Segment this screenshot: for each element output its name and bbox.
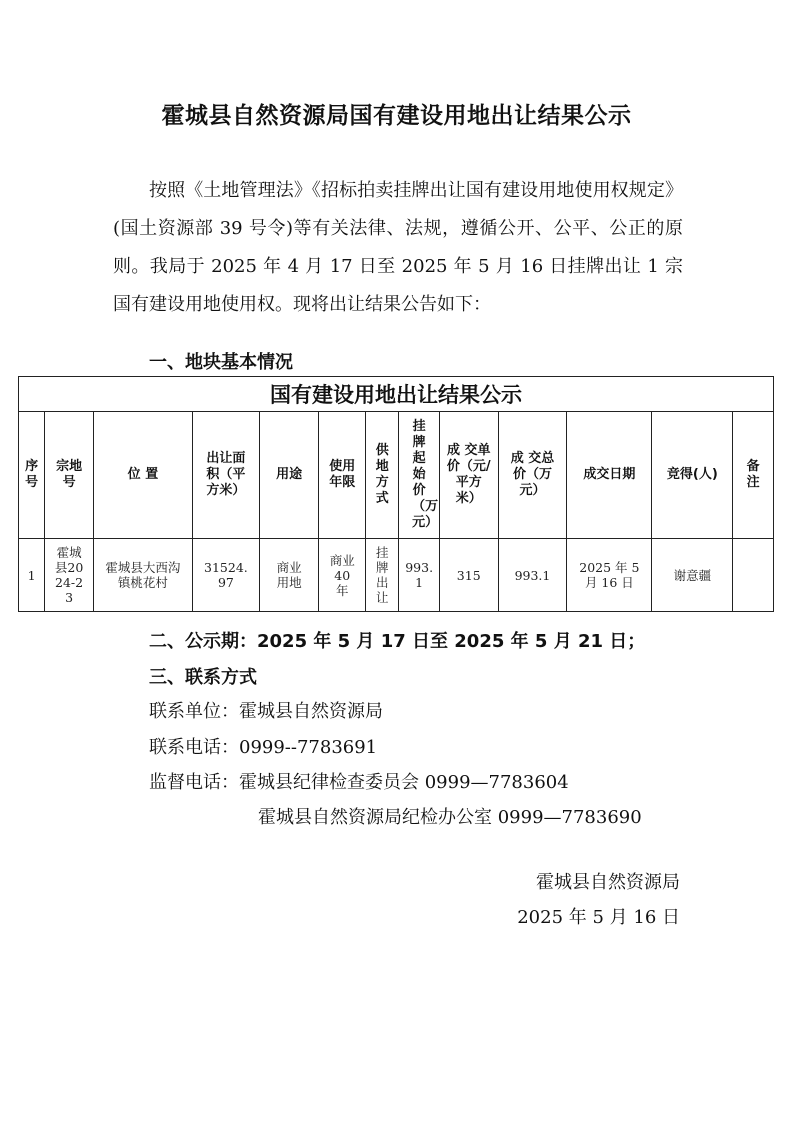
cell-area: 31524.97 — [193, 539, 260, 612]
contact-unit-line — [149, 697, 383, 723]
intro-text: 按照《土地管理法》《招标拍卖挂牌出让国有建设用地使用权规定》(国土资源部 39 号令)等有关法律、法规，遵循公开、公平、公正的原则。我局于 2025 年 4 月 17 日至 2025 年 5 月 16 日挂牌出让 1 宗国有建设用地使用权。现将出让结果公告如下： — [113, 180, 683, 315]
table-row — [19, 539, 774, 612]
cell-seq: 1 — [19, 539, 45, 612]
intro-paragraph — [113, 172, 683, 324]
contact-phone-line — [149, 733, 377, 759]
header-use: 用途 — [259, 412, 319, 539]
section-announcement-period: 二、公示期：2025 年 5 月 17 日至 2025 年 5 月 21 日； — [149, 631, 646, 652]
header-winner: 竞得(人) — [652, 412, 733, 539]
cell-use: 商业用地 — [259, 539, 319, 612]
cell-winner: 谢意疆 — [652, 539, 733, 612]
header-unit-price: 成 交单 价（元/平方米） — [439, 412, 498, 539]
contact-phone-label: 联系电话： — [149, 737, 239, 758]
header-location: 位 置 — [93, 412, 192, 539]
page-title: 霍城县自然资源局国有建设用地出让结果公示 — [161, 103, 632, 129]
cell-parcel-no: 霍城县2024-23 — [45, 539, 94, 612]
signature-date: 2025 年 5 月 16 日 — [517, 907, 680, 928]
table-header-row — [19, 412, 774, 539]
section-heading-contact: 三、联系方式 — [149, 667, 257, 688]
contact-unit-value: 霍城县自然资源局 — [239, 701, 383, 722]
supervise-phone-value-2: 霍城县自然资源局纪检办公室 0999—7783690 — [258, 807, 642, 828]
table-caption: 国有建设用地出让结果公示 — [19, 377, 774, 412]
cell-unit-price: 315 — [439, 539, 498, 612]
header-seq: 序号 — [19, 412, 45, 539]
header-total-price: 成 交总 价（万元） — [498, 412, 567, 539]
header-remark: 备注 — [733, 412, 774, 539]
cell-supply: 挂牌出让 — [366, 539, 399, 612]
result-table — [18, 376, 774, 612]
cell-total-price: 993.1 — [498, 539, 567, 612]
supervise-phone-line — [149, 768, 569, 794]
section-heading-parcel-info: 一、地块基本情况 — [149, 352, 293, 373]
contact-phone-value: 0999--7783691 — [239, 737, 378, 758]
signature-org: 霍城县自然资源局 — [536, 872, 680, 893]
cell-start-price: 993.1 — [399, 539, 439, 612]
header-start-price: 挂牌起始价（万元） — [399, 412, 439, 539]
cell-location: 霍城县大西沟镇桃花村 — [93, 539, 192, 612]
header-deal-date: 成交日期 — [567, 412, 652, 539]
supervise-phone-label: 监督电话： — [149, 772, 239, 793]
header-term: 使用年限 — [319, 412, 366, 539]
cell-term: 商业40年 — [319, 539, 366, 612]
cell-deal-date: 2025 年 5 月 16 日 — [567, 539, 652, 612]
supervise-phone-value-1: 霍城县纪律检查委员会 0999—7783604 — [239, 772, 569, 793]
supervise-phone-line-2 — [258, 803, 642, 829]
header-parcel-no: 宗地号 — [45, 412, 94, 539]
cell-remark — [733, 539, 774, 612]
contact-unit-label: 联系单位： — [149, 701, 239, 722]
header-area: 出让面积（平方米） — [193, 412, 260, 539]
header-supply: 供地方式 — [366, 412, 399, 539]
